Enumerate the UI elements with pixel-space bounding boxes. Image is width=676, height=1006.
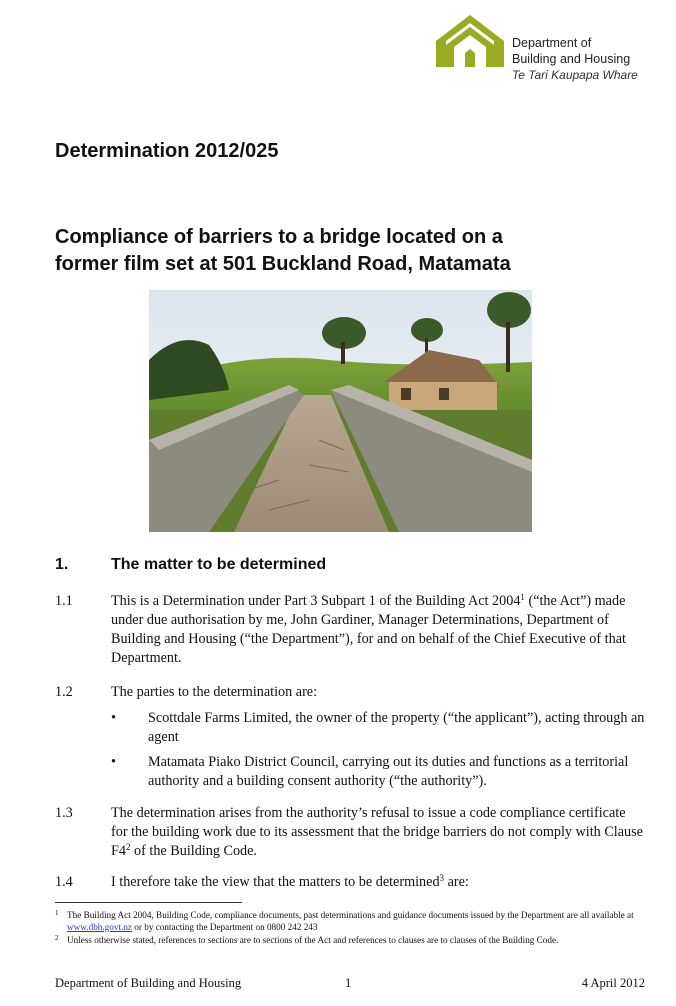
bullet-mark: •: [111, 754, 116, 770]
paragraph-1-4: [55, 873, 645, 892]
bridge-photo: [149, 290, 532, 532]
dbh-website-link[interactable]: www.dbh.govt.nz: [67, 921, 132, 932]
paragraph-number: 1.3: [55, 805, 73, 821]
org-name-maori: Te Tari Kaupapa Whare: [512, 68, 638, 82]
footnote-ref-2[interactable]: 2: [125, 842, 131, 852]
determination-subject: [55, 224, 635, 278]
footnote-number: 2: [55, 934, 59, 942]
department-logo: [436, 15, 656, 90]
footnote-text-part: The Building Act 2004, Building Code, compliance documents, past determinations and guidance documents issued by the Department are all available at: [67, 910, 634, 920]
footnote-1: [55, 910, 645, 933]
page-number: 1: [345, 976, 352, 990]
subject-line-1: Compliance of barriers to a bridge located on a: [55, 226, 503, 248]
paragraph-1-3: [55, 804, 645, 861]
list-item-text: Scottdale Farms Limited, the owner of the property (“the applicant”), acting through an agent: [148, 710, 645, 745]
department-name: [512, 35, 638, 83]
paragraph-text: [111, 873, 645, 892]
list-item: [111, 753, 651, 791]
footnote-text: [67, 910, 645, 933]
org-name-line1: Department of: [512, 36, 592, 50]
paragraph-text: The parties to the determination are:: [111, 684, 318, 700]
paragraph-text-part: I therefore take the view that the matters to be determined: [111, 874, 440, 890]
footnote-text-part: or by contacting the Department on 0800 242 243: [132, 921, 318, 932]
determination-title: Determination 2012/025: [55, 140, 279, 162]
paragraph-text-part: This is a Determination under Part 3 Subpart 1 of the Building Act 2004: [111, 593, 521, 609]
paragraph-text: [111, 592, 645, 668]
paragraph-1-2: [55, 683, 645, 702]
paragraph-1-1: [55, 592, 645, 668]
paragraph-number: 1.4: [55, 874, 73, 890]
footnote-ref-1[interactable]: 1: [520, 592, 525, 602]
section-number: 1.: [55, 556, 69, 573]
bridge-photo-image: [149, 290, 532, 532]
footnote-2: [55, 935, 645, 947]
footnote-text: Unless otherwise stated, references to sections are to sections of the Act and references to clauses are to clauses of the Building Code.: [67, 935, 559, 945]
paragraph-text-part: (“the Act”) made under due authorisation by me, John Gardiner, Manager Determinations, Department of Building and Housing (“the Department”), for and on behalf of the Chief Executive of that Department.: [111, 593, 626, 666]
footnote-divider: [55, 902, 242, 903]
org-name-line2: Building and Housing: [512, 52, 631, 66]
paragraph-number: 1.1: [55, 593, 73, 609]
bullet-mark: •: [111, 710, 116, 726]
paragraph-number: 1.2: [55, 684, 73, 700]
paragraph-text-part: of the Building Code.: [130, 843, 257, 859]
footnote-ref-3[interactable]: 3: [439, 873, 445, 883]
footer-department: Department of Building and Housing: [55, 976, 242, 990]
footer-date: 4 April 2012: [581, 976, 645, 990]
paragraph-text-part: The determination arises from the authority’s refusal to issue a code compliance certificate for the building work due to its assessment that the bridge barriers do not comply with Clause F4: [111, 805, 643, 859]
list-item: [111, 709, 651, 747]
footnote-number: 1: [55, 909, 59, 917]
paragraph-text: [111, 804, 645, 861]
section-heading-text: The matter to be determined: [111, 556, 327, 573]
paragraph-text-part: are:: [444, 874, 469, 890]
house-logo-icon: [436, 15, 504, 67]
subject-line-2: former film set at 501 Buckland Road, Matamata: [55, 253, 511, 275]
list-item-text: Matamata Piako District Council, carrying out its duties and functions as a territorial authority and a building consent authority (“the authority”).: [148, 754, 629, 789]
